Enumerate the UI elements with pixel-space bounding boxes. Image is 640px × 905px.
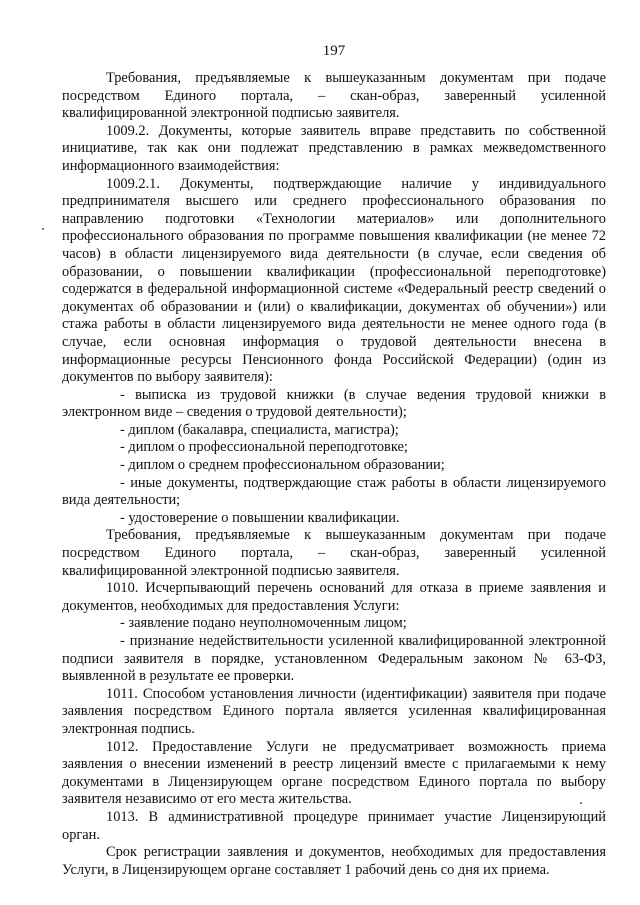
list-item: - выписка из трудовой книжки (в случае ведения трудовой книжки в электронном виде – сведения о трудовой деятельности); [62, 386, 606, 421]
list-item: - признание недействительности усиленной квалифицированной электронной подписи заявителя в порядке, установленном Федеральным законом № 63-ФЗ, выявленной в результате ее проверки. [62, 633, 606, 685]
list-item: - диплом (бакалавра, специалиста, магистра); [120, 421, 399, 438]
paragraph: 1010. Исчерпывающий перечень оснований для отказа в приеме заявления и документов, необходимых для предоставления Услуги: [62, 580, 606, 614]
page-number: 197 [322, 43, 346, 59]
list-item: - диплом о среднем профессиональном образовании; [120, 457, 445, 474]
paragraph: Требования, предъявляемые к вышеуказанным документам при подаче посредством Единого портала, – скан-образ, заверенный усиленной квалифицированной электронной подписью заявителя. [62, 527, 606, 579]
paragraph: 1009.2. Документы, которые заявитель вправе представить по собственной инициативе, так как они подлежат представлению в рамках межведомственного информационного взаимодействия: [62, 122, 606, 174]
document-body [62, 70, 606, 879]
scan-speck [42, 228, 44, 230]
list-item: - удостоверение о повышении квалификации. [120, 509, 400, 526]
paragraph: 1009.2.1. Документы, подтверждающие наличие у индивидуального предпринимателя высшего или среднего профессионального образования по направлению подготовки «Технологии материалов» или дополнительного профессионального образования по программе повышения квалификации (не менее 72 часов) в области лицензируемого вида деятельности (в случае, если сведения об образовании, о повышении квалификации (профессиональной переподготовке) содержатся в федеральной информационной системе «Федеральный реестр сведений о документах об образовании и (или) о квалификации, документах об обучении») или стажа работы в области лицензируемого вида деятельности не менее одного года (в случае, если основная информация о трудовой деятельности внесена в информационные ресурсы Пенсионного фонда Российской Федерации) (один из документов по выбору заявителя): [62, 175, 606, 386]
list-item: - диплом о профессиональной переподготовке; [120, 439, 408, 456]
scan-speck [580, 802, 582, 804]
list-item: - заявление подано неуполномоченным лицом; [120, 615, 407, 632]
paragraph: Срок регистрации заявления и документов, необходимых для предоставления Услуги, в Лицензирующем органе составляет 1 рабочий день со дня их приема. [62, 844, 606, 878]
paragraph: 1013. В административной процедуре принимает участие Лицензирующий орган. [62, 808, 606, 843]
paragraph: Требования, предъявляемые к вышеуказанным документам при подаче посредством Единого портала, – скан-образ, заверенный усиленной квалифицированной электронной подписью заявителя. [62, 70, 606, 122]
list-item: - иные документы, подтверждающие стаж работы в области лицензируемого вида деятельности; [62, 474, 606, 509]
paragraph: 1012. Предоставление Услуги не предусматривает возможность приема заявления о внесении изменений в реестр лицензий вместе с прилагаемыми к нему документами в Лицензирующем органе посредством Единого портала по выбору заявителя независимо от его места жительства. [62, 738, 606, 808]
paragraph: 1011. Способом установления личности (идентификации) заявителя при подаче заявления посредством Единого портала является усиленная квалифицированная электронная подпись. [62, 685, 606, 737]
